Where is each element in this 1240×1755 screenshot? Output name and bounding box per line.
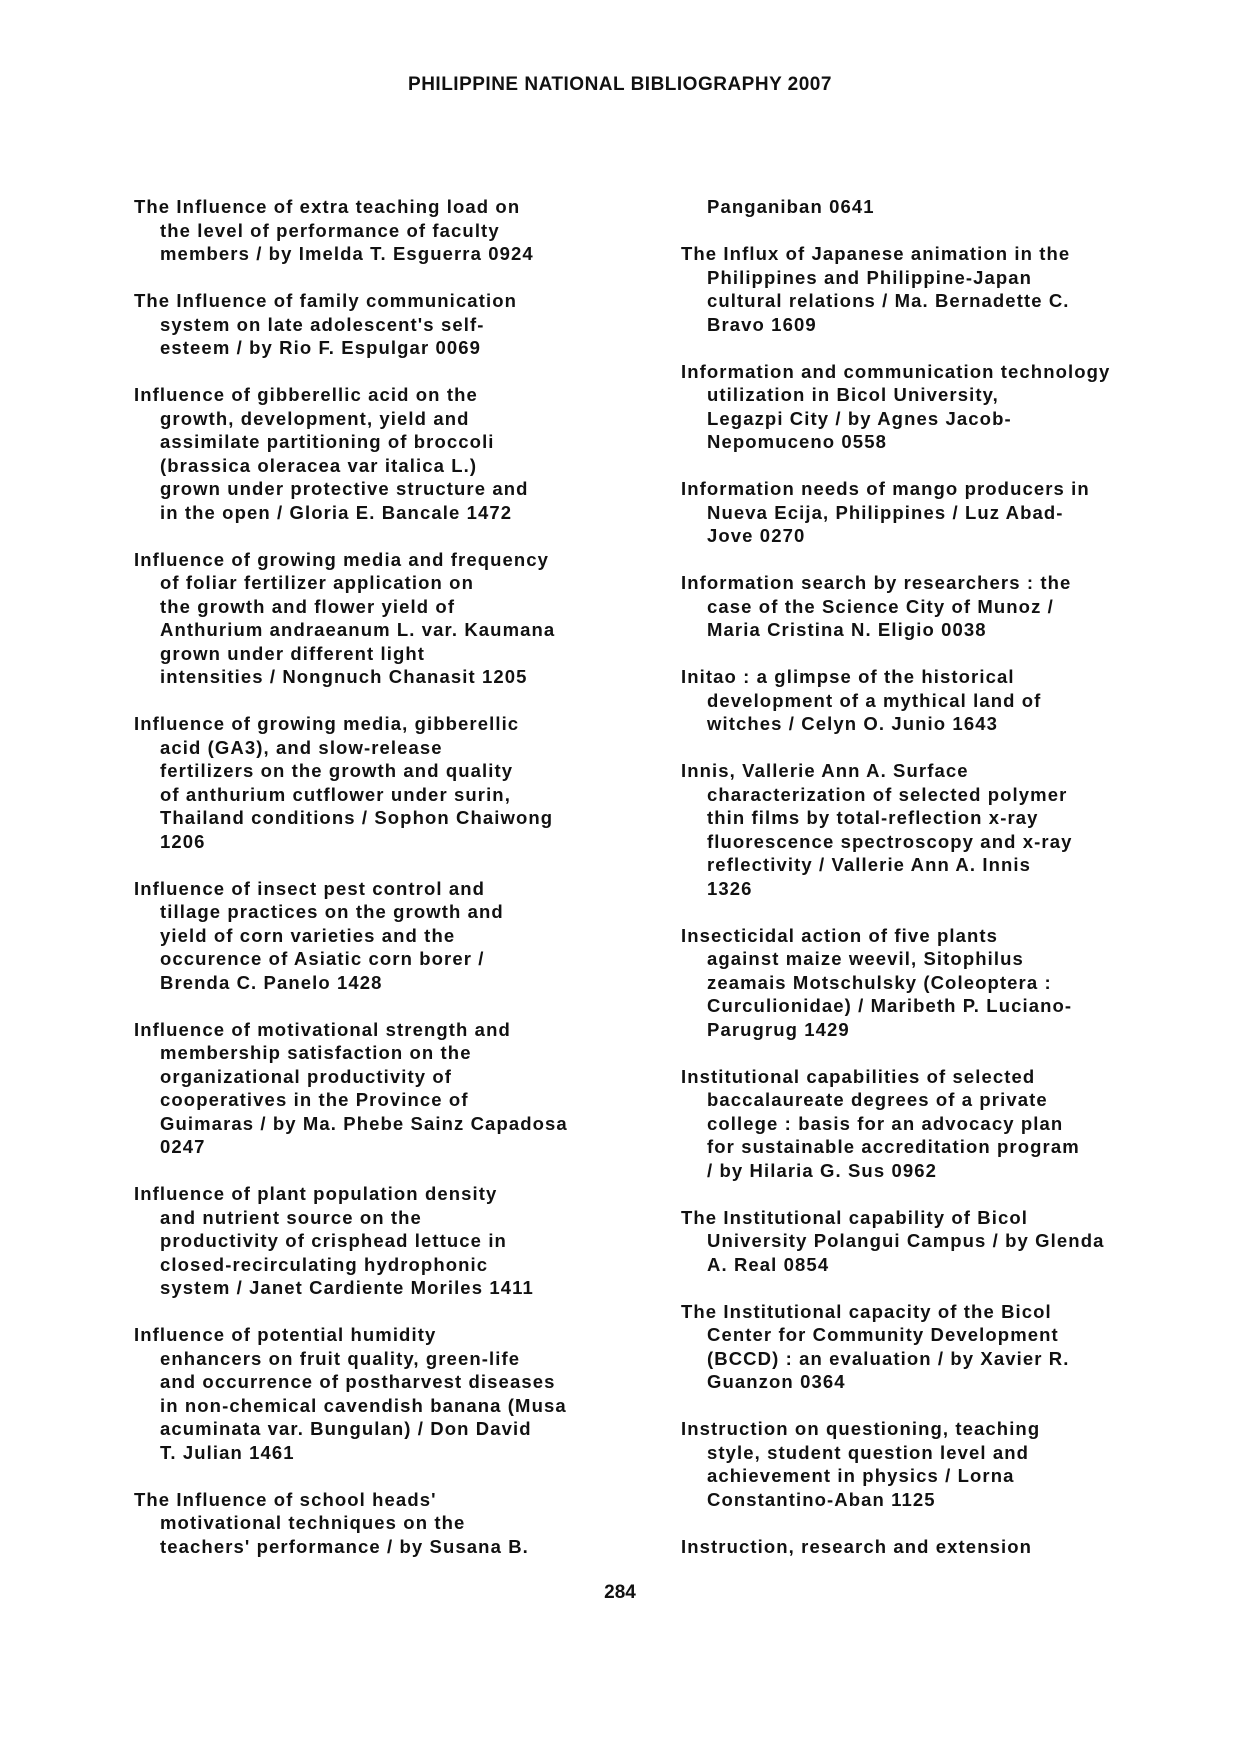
bibliography-entry: The Institutional capacity of the Bicol Center for Community Development (BCCD) : an evaluation / by Xavier R. Guanzon 0364 bbox=[681, 1300, 1070, 1392]
left-column bbox=[134, 195, 644, 1582]
bibliography-entry: The Influx of Japanese animation in the Philippines and Philippine-Japan cultural relations / Ma. Bernadette C. Bravo 1609 bbox=[681, 243, 1071, 335]
bibliography-entry: The Influence of extra teaching load on the level of performance of faculty members / by Imelda T. Esguerra 0924 bbox=[134, 196, 534, 264]
page-header: PHILIPPINE NATIONAL BIBLIOGRAPHY 2007 bbox=[408, 74, 832, 95]
bibliography-entry: Influence of insect pest control and tillage practices on the growth and yield of corn varieties and the occurence of Asiatic corn borer / Brenda C. Panelo 1428 bbox=[134, 877, 504, 993]
bibliography-entry-continuation: Panganiban 0641 bbox=[707, 196, 875, 217]
bibliography-entry: The Influence of school heads' motivational techniques on the teachers' performance / by Susana B. bbox=[134, 1488, 529, 1557]
bibliography-entry: The Influence of family communication system on late adolescent's self- esteem / by Rio F. Espulgar 0069 bbox=[134, 290, 517, 358]
right-column bbox=[681, 195, 1191, 1582]
bibliography-entry: Institutional capabilities of selected baccalaureate degrees of a private college : basis for an advocacy plan for sustainable accreditation program / by Hilaria G. Sus 0962 bbox=[681, 1065, 1080, 1181]
bibliography-entry: Instruction, research and extension bbox=[681, 1535, 1033, 1557]
bibliography-entry: Influence of gibberellic acid on the growth, development, yield and assimilate partitioning of broccoli (brassica oleracea var italica L.) grown under protective structure and in the open / Gloria E. Bancale 1472 bbox=[134, 384, 529, 523]
bibliography-entry: Influence of potential humidity enhancers on fruit quality, green-life and occurrence of postharvest diseases in non-chemical cavendish banana (Musa acuminata var. Bungulan) / Don David T. Julian 1461 bbox=[134, 1324, 567, 1463]
bibliography-entry: Information needs of mango producers in Nueva Ecija, Philippines / Luz Abad- Jove 0270 bbox=[681, 478, 1090, 546]
bibliography-entry: The Institutional capability of Bicol University Polangui Campus / by Glenda A. Real 0854 bbox=[681, 1206, 1105, 1275]
bibliography-entry: Influence of growing media, gibberellic acid (GA3), and slow-release fertilizers on the growth and quality of anthurium cutflower under surin, Thailand conditions / Sophon Chaiwong 1206 bbox=[134, 713, 554, 852]
bibliography-entry: Information search by researchers : the case of the Science City of Munoz / Maria Cristina N. Eligio 0038 bbox=[681, 572, 1072, 640]
bibliography-entry: Influence of growing media and frequency of foliar fertilizer application on the growth and flower yield of Anthurium andraeanum L. var. Kaumana grown under different light intensities / Nongnuch Chanasit 1205 bbox=[134, 548, 556, 687]
bibliography-entry: Influence of motivational strength and membership satisfaction on the organizational productivity of cooperatives in the Province of Guimaras / by Ma. Phebe Sainz Capadosa 0247 bbox=[134, 1018, 568, 1157]
bibliography-entry: Insecticidal action of five plants against maize weevil, Sitophilus zeamais Motschulsky (Coleoptera : Curculionidae) / Maribeth P. Luciano- Parugrug 1429 bbox=[681, 924, 1073, 1040]
bibliography-entry: Information and communication technology utilization in Bicol University, Legazpi City / by Agnes Jacob- Nepomuceno 0558 bbox=[681, 360, 1111, 452]
bibliography-entry: Instruction on questioning, teaching style, student question level and achievement in physics / Lorna Constantino-Aban 1125 bbox=[681, 1418, 1041, 1510]
page-number: 284 bbox=[604, 1582, 636, 1603]
bibliography-entry: Initao : a glimpse of the historical development of a mythical land of witches / Celyn O. Junio 1643 bbox=[681, 666, 1042, 734]
bibliography-entry: Influence of plant population density and nutrient source on the productivity of crisphead lettuce in closed-recirculating hydrophonic system / Janet Cardiente Moriles 1411 bbox=[134, 1183, 534, 1298]
bibliography-entry: Innis, Vallerie Ann A. Surface characterization of selected polymer thin films by total-reflection x-ray fluorescence spectroscopy and x-ray reflectivity / Vallerie Ann A. Innis 1326 bbox=[681, 760, 1073, 899]
